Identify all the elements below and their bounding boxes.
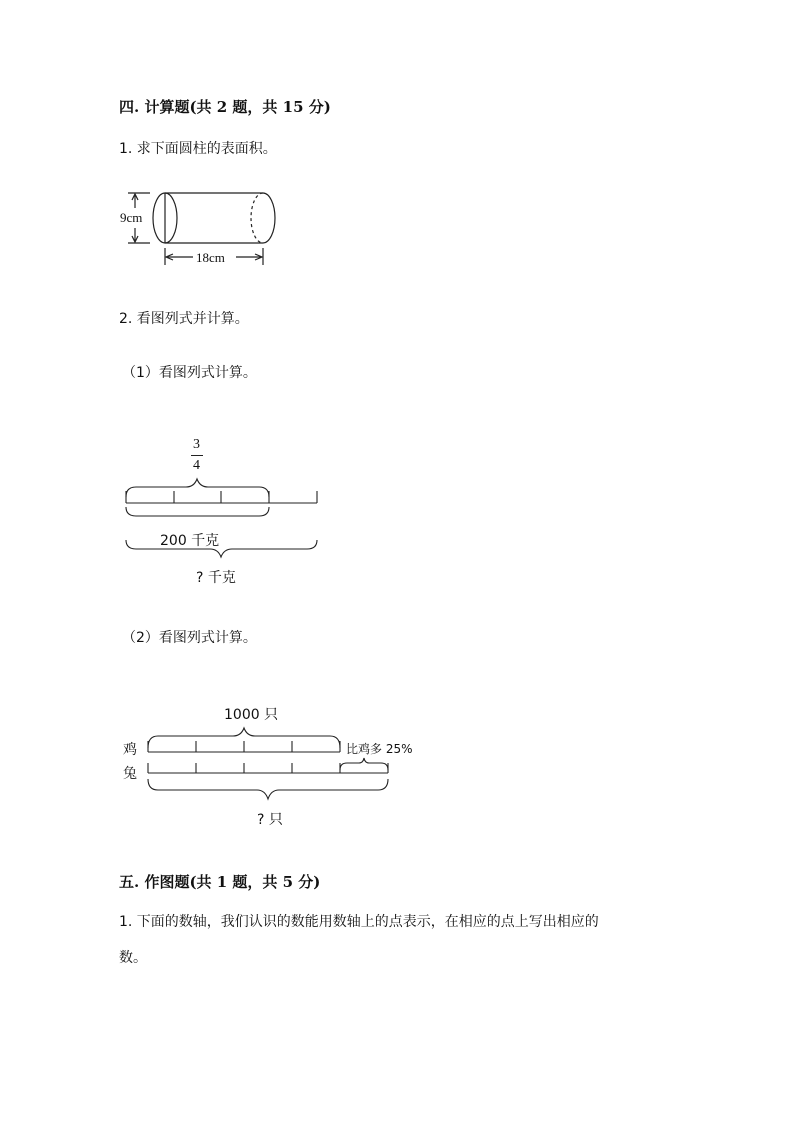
section-5-question-line-1: 1. 下面的数轴，我们认识的数能用数轴上的点表示，在相应的点上写出相应的 [119,914,599,930]
question-1-text: 1. 求下面圆柱的表面积。 [119,141,277,157]
total-chickens-label: 1000 只 [224,707,279,723]
unknown-count-label: ? 只 [257,812,283,828]
chicken-row-label: 鸡 [123,742,137,758]
extra-segment-brace [340,758,388,770]
section-4-title: 四. 计算题(共 2 题，共 15 分) [119,98,331,116]
part-1-text: （1）看图列式计算。 [122,365,257,381]
extra-percent-label: 比鸡多 25% [346,742,413,756]
unknown-weight-label: ? 千克 [196,570,236,586]
part-2-text: （2）看图列式计算。 [122,630,257,646]
fraction-numerator: 3 [193,437,200,452]
fraction-denominator: 4 [193,458,200,473]
section-5-question-line-2: 数。 [119,950,147,966]
bottom-brace-rabbits [148,779,388,799]
rabbit-row-label: 兔 [123,766,137,782]
known-weight-label: 200 千克 [160,533,220,549]
question-2-text: 2. 看图列式并计算。 [119,311,249,327]
length-label: 18cm [196,250,225,265]
height-label: 9cm [120,210,143,225]
section-5-title: 五. 作图题(共 1 题，共 5 分) [119,873,321,891]
